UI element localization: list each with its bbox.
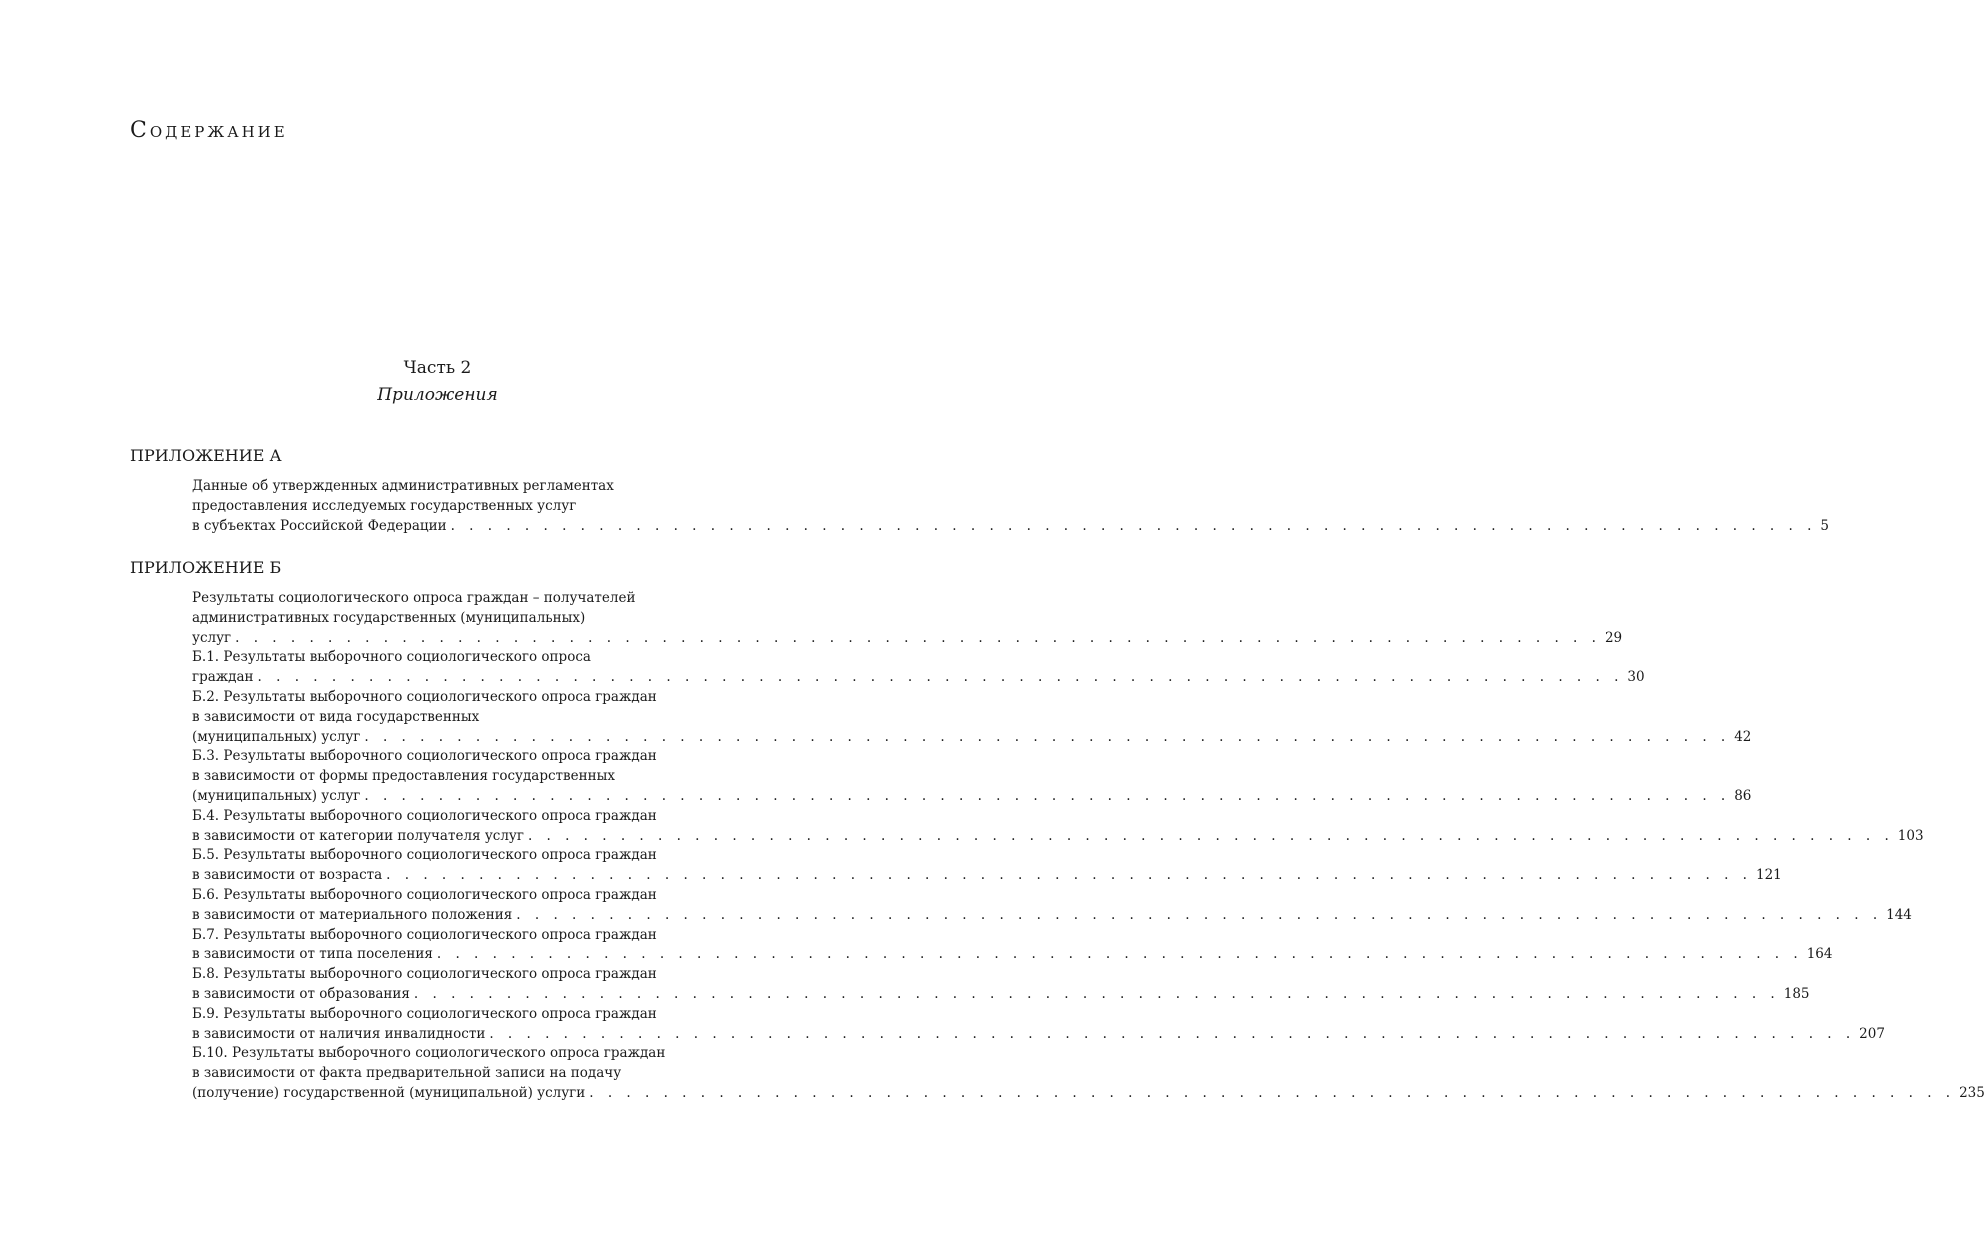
toc-entry-last-line xyxy=(192,985,1810,1005)
toc-entry-text: услуг xyxy=(192,629,232,646)
toc-entry-line: Данные об утвержденных административных регламентах xyxy=(192,478,614,494)
toc-entry[interactable] xyxy=(192,1005,1885,1045)
dot-leader: . . . . . . . . . . . . . . . . . . . . . . . . . . . . . . . . . . . . . . . . . . . . . . . . . . . . . . . . . . . . . . . . . . . . . . . . . . xyxy=(364,787,1731,804)
appendix-b-entries xyxy=(192,589,1985,1104)
toc-entry-text: (получение) государственной (муниципальной) услуги xyxy=(192,1084,586,1101)
toc-entry-line: Б.8. Результаты выборочного социологического опроса граждан xyxy=(192,966,657,983)
toc-entry[interactable] xyxy=(192,926,1833,966)
toc-entry-last-line xyxy=(192,629,1623,649)
toc-entry-line: Б.2. Результаты выборочного социологического опроса граждан xyxy=(192,688,657,705)
dot-leader: . . . . . . . . . . . . . . . . . . . . . . . . . . . . . . . . . . . . . . . . . . . . . . . . . . . . . . . . . . . . . . . . . . . . . . . . . . xyxy=(364,728,1731,745)
toc-entry-text: в зависимости от возраста xyxy=(192,867,383,884)
toc-entry-last-line xyxy=(192,945,1833,965)
toc-page-number: 207 xyxy=(1859,1025,1885,1042)
toc-page-number: 103 xyxy=(1897,827,1924,844)
toc-entry-line: предоставления исследуемых государственных услуг xyxy=(192,497,577,514)
toc-entry-line: в зависимости от формы предоставления государственных xyxy=(192,768,615,785)
toc-entry[interactable] xyxy=(192,589,1623,648)
toc-entry[interactable] xyxy=(192,648,1645,688)
toc-page-number: 29 xyxy=(1604,629,1623,646)
part-header xyxy=(0,355,875,409)
toc-entry-line: Б.1. Результаты выборочного социологического опроса xyxy=(192,649,591,666)
toc-entry-line: административных государственных (муниципальных) xyxy=(192,609,586,626)
toc-entry-text: в зависимости от наличия инвалидности xyxy=(192,1025,486,1042)
toc-entry-line: Б.5. Результаты выборочного социологического опроса граждан xyxy=(192,847,657,864)
toc-entry[interactable] xyxy=(192,807,1924,847)
part-subtitle: Приложения xyxy=(377,385,498,405)
toc-entry-last-line xyxy=(192,827,1924,847)
toc-entry-line: Результаты социологического опроса граждан – получателей xyxy=(192,590,636,606)
toc-entry-last-line xyxy=(192,1025,1885,1045)
toc-entry-text: в зависимости от категории получателя услуг xyxy=(192,827,524,844)
toc-page-number: 121 xyxy=(1755,867,1782,884)
toc-entry-line: Б.10. Результаты выборочного социологического опроса граждан xyxy=(192,1045,666,1062)
toc-entry[interactable] xyxy=(192,688,1752,747)
toc-entry-last-line xyxy=(192,787,1752,807)
toc-entry[interactable] xyxy=(192,1044,1985,1103)
toc-page-number: 235 xyxy=(1959,1084,1985,1101)
toc-entry-appendix-a[interactable] xyxy=(192,477,1829,536)
toc-entry-text: в зависимости от типа поселения xyxy=(192,946,433,963)
dot-leader: . . . . . . . . . . . . . . . . . . . . . . . . . . . . . . . . . . . . . . . . . . . . . . . . . . . . . . . . . . . . . . . . . . . . . . . . . . xyxy=(235,629,1601,646)
dot-leader: . . . . . . . . . . . . . . . . . . . . . . . . . . . . . . . . . . . . . . . . . . . . . . . . . . . . . . . . . . . . . . . . . . . . . . . . . . xyxy=(413,985,1780,1002)
toc-entry-line: Б.3. Результаты выборочного социологического опроса граждан xyxy=(192,748,657,765)
toc-page-number: 30 xyxy=(1627,669,1645,686)
toc-entry-text: (муниципальных) услуг xyxy=(192,787,361,804)
dot-leader: . . . . . . . . . . . . . . . . . . . . . . . . . . . . . . . . . . . . . . . . . . . . . . . . . . . . . . . . . . . . . . . . . . . . . . . . . . xyxy=(516,906,1883,923)
toc-entry-text: (муниципальных) услуг xyxy=(192,728,361,745)
appendix-b-heading: ПРИЛОЖЕНИЕ Б xyxy=(130,558,282,577)
dot-leader: . . . . . . . . . . . . . . . . . . . . . . . . . . . . . . . . . . . . . . . . . . . . . . . . . . . . . . . . . . . . . . . . . . . . . . . . . . xyxy=(386,867,1752,884)
toc-page-number: 42 xyxy=(1734,728,1752,745)
toc-entry-text: в зависимости от материального положения xyxy=(192,906,513,923)
contents-title: Содержание xyxy=(130,118,288,143)
toc-entry[interactable] xyxy=(192,965,1810,1005)
dot-leader: . . . . . . . . . . . . . . . . . . . . . . . . . . . . . . . . . . . . . . . . . . . . . . . . . . . . . . . . . . . . . . . . . . . . . . . . . . xyxy=(436,946,1803,963)
toc-entry-last-line xyxy=(192,906,1912,926)
dot-leader: . . . . . . . . . . . . . . . . . . . . . . . . . . . . . . . . . . . . . . . . . . . . . . . . . . . . . . . . . . . . . . . . . . . . . . . . . . xyxy=(257,669,1624,686)
dot-leader: . . . . . . . . . . . . . . . . . . . . . . . . . . . . . . . . . . . . . . . . . . . . . . . . . . . . . . . . . . . . . . . . . . . . . . . . . . xyxy=(589,1084,1956,1101)
toc-entry-last-line xyxy=(192,1084,1985,1104)
toc-entry-line: Б.7. Результаты выборочного социологического опроса граждан xyxy=(192,926,657,943)
toc-entry[interactable] xyxy=(192,846,1782,886)
toc-entry[interactable] xyxy=(192,886,1912,926)
toc-entry-line: в зависимости от факта предварительной записи на подачу xyxy=(192,1065,622,1082)
toc-entry-line: Б.6. Результаты выборочного социологического опроса граждан xyxy=(192,886,657,903)
toc-page-number: 5 xyxy=(1820,517,1829,534)
toc-entry-text: в зависимости от образования xyxy=(192,985,410,1002)
toc-entry-last-line xyxy=(192,517,1829,537)
toc-page-number: 185 xyxy=(1783,985,1810,1002)
toc-entry-line: Б.9. Результаты выборочного социологического опроса граждан xyxy=(192,1005,657,1022)
toc-entry-last-line xyxy=(192,728,1752,748)
toc-entry[interactable] xyxy=(192,747,1752,806)
part-title: Часть 2 xyxy=(403,358,472,378)
toc-entry-text: в субъектах Российской Федерации xyxy=(192,517,447,534)
appendix-a-entries xyxy=(192,477,1829,536)
toc-page-number: 86 xyxy=(1734,787,1752,804)
toc-entry-line: в зависимости от вида государственных xyxy=(192,708,480,725)
toc-entry-last-line xyxy=(192,866,1782,886)
toc-entry-line: Б.4. Результаты выборочного социологического опроса граждан xyxy=(192,807,657,824)
dot-leader: . . . . . . . . . . . . . . . . . . . . . . . . . . . . . . . . . . . . . . . . . . . . . . . . . . . . . . . . . . . . . . . . . . . . . . . . . . xyxy=(489,1025,1856,1042)
toc-page-number: 164 xyxy=(1806,946,1833,963)
appendix-a-heading: ПРИЛОЖЕНИЕ А xyxy=(130,446,282,465)
dot-leader: . . . . . . . . . . . . . . . . . . . . . . . . . . . . . . . . . . . . . . . . . . . . . . . . . . . . . . . . . . . . . . . . . . . . . . . . . . xyxy=(527,827,1894,844)
dot-leader: . . . . . . . . . . . . . . . . . . . . . . . . . . . . . . . . . . . . . . . . . . . . . . . . . . . . . . . . . . . . . . . . . . . . . . . . . . xyxy=(450,517,1817,534)
toc-entry-last-line xyxy=(192,668,1645,688)
toc-entry-text: граждан xyxy=(192,669,254,686)
toc-page-number: 144 xyxy=(1886,906,1912,923)
